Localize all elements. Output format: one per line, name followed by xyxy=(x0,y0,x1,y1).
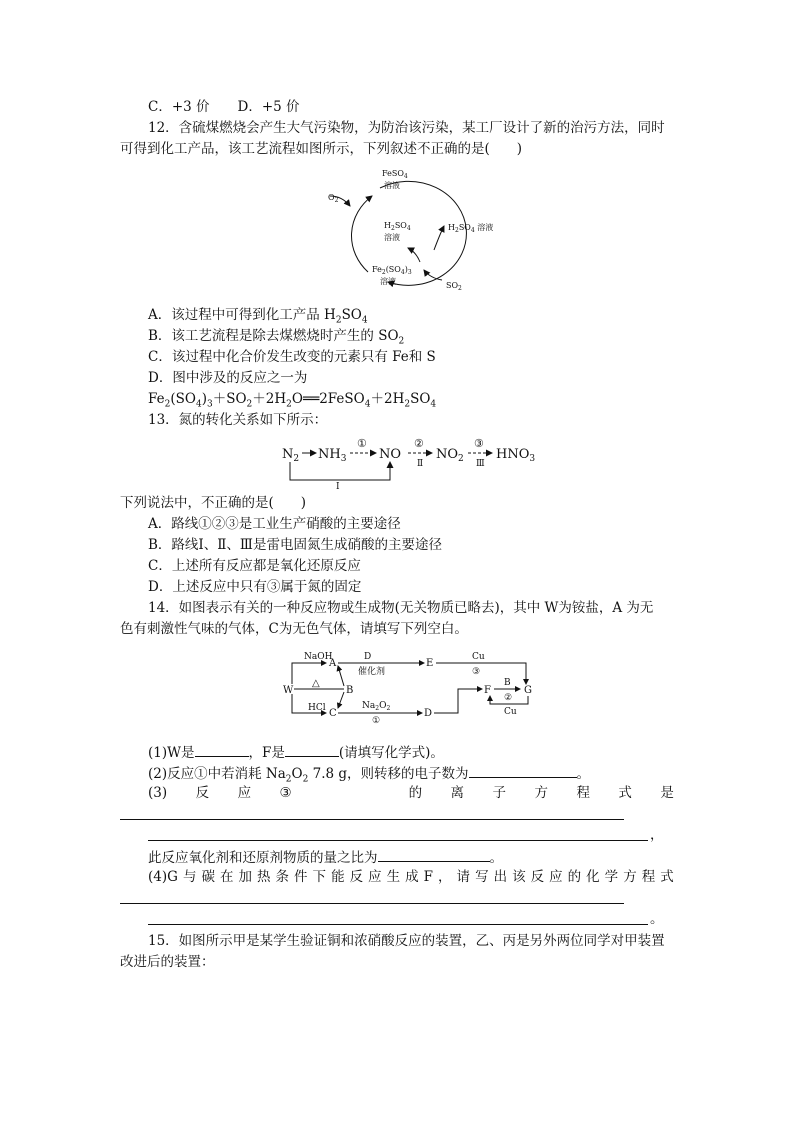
svg-text:D: D xyxy=(424,708,433,719)
svg-text:NO: NO xyxy=(379,447,402,462)
q14-d-f-line xyxy=(434,689,482,713)
q14-part-3-ratio: 此反应氧化剂和还原剂物质的量之比为 。 xyxy=(148,847,503,867)
q12-option-c: C．该过程中化合价发生改变的元素只有 Fe和 S xyxy=(148,349,436,365)
q14-part-1: (1)W是 ，F是 (请填写化学式)。 xyxy=(148,742,444,762)
q12-inner-arrow xyxy=(408,248,420,262)
q14-answer-line-4a[interactable] xyxy=(120,903,624,904)
q14-blank-f[interactable] xyxy=(285,742,339,757)
q14-reaction-figure xyxy=(282,646,544,726)
svg-text:②: ② xyxy=(414,437,424,450)
q11-option-d: D．+5 价 xyxy=(237,99,300,115)
q14-e-g-line xyxy=(436,663,526,684)
q13-question: 下列说法中，不正确的是( ) xyxy=(120,495,307,511)
q12-so2-arrow xyxy=(424,270,442,280)
svg-text:H2SO4: $H_2SO_4$ xyxy=(384,221,411,232)
q15-stem-line-2: 改进后的装置： xyxy=(120,954,215,970)
q13-option-c: C．上述所有反应都是氧化还原反应 xyxy=(148,558,361,574)
svg-text:W: W xyxy=(283,685,294,696)
svg-text:FeSO4: FeSO$_4$ xyxy=(382,169,408,180)
svg-text:③: ③ xyxy=(472,667,481,677)
q13-route-1-line xyxy=(290,462,390,480)
q12-h2so4-out-arrow xyxy=(434,226,444,250)
svg-text:NaOH: NaOH xyxy=(304,652,333,662)
q12-equation: $Fe_2(SO_4)_3+SO_2+2H_2O══2FeSO_4+2H_2SO_4$ xyxy=(148,391,437,410)
svg-text:D: D xyxy=(364,652,372,662)
svg-text:①: ① xyxy=(357,437,367,450)
svg-text:②: ② xyxy=(504,693,513,703)
q14-part-4-heading: (4)G 与 碳 在 加 热 条 件 下 能 反 应 生 成 F ， 请 写 出 该 反 应 的 化 学 方 程 式 xyxy=(148,869,674,885)
q12-bottom-solution: 溶液 xyxy=(380,277,396,286)
svg-text:HNO3: $HNO_3$ xyxy=(496,447,536,464)
q14-part-3-heading: (3) 反 应 ③ 的 离 子 方 程 式 是 xyxy=(148,785,674,801)
q14-part-3-comma: ， xyxy=(650,827,664,843)
q12-mid-solution: 溶液 xyxy=(384,233,400,242)
q14-part-2: (2)反应①中若消耗 $Na_2O_2$ 7.8 g，则转移的电子数为 。 xyxy=(148,763,590,789)
q12-stem-line-2: 可得到化工产品，该工艺流程如图所示，下列叙述不正确的是( ) xyxy=(120,141,523,157)
svg-text:N2: $N_2$ xyxy=(282,447,300,464)
svg-text:A: A xyxy=(329,658,337,669)
svg-text:NO2: $NO_2$ xyxy=(436,447,464,464)
q14-blank-electrons[interactable] xyxy=(469,763,577,778)
q14-blank-ratio[interactable] xyxy=(378,847,490,862)
q13-nitrogen-figure xyxy=(280,434,550,490)
svg-text:HCl: HCl xyxy=(308,703,326,713)
svg-text:B: B xyxy=(504,678,511,688)
svg-text:H2SO4 溶液: $H_2SO_4$ 溶液 xyxy=(448,223,494,234)
svg-text:Ⅱ: Ⅱ xyxy=(417,459,424,469)
q12-top-solution: 溶液 xyxy=(384,181,400,190)
svg-text:E: E xyxy=(426,658,434,669)
svg-text:Ⅰ: Ⅰ xyxy=(336,482,340,492)
q12-process-figure xyxy=(320,166,505,294)
q14-stem-line-1: 14．如图表示有关的一种反应物或生成物(无关物质已略去)，其中 W为铵盐，A 为无 xyxy=(148,600,654,616)
svg-text:Na2O2: $Na_2O_2$ xyxy=(362,701,391,712)
q12-cycle-arc-left xyxy=(351,196,372,272)
q12-option-b: B．该工艺流程是除去煤燃烧时产生的 $SO_2$ xyxy=(148,328,405,347)
q14-blank-w[interactable] xyxy=(195,742,249,757)
svg-text:Cu: Cu xyxy=(504,707,517,717)
q14-w-a-line xyxy=(292,663,326,684)
svg-text:③: ③ xyxy=(474,437,484,450)
svg-text:C: C xyxy=(329,708,337,719)
svg-text:Cu: Cu xyxy=(472,652,485,662)
svg-text:O2: $O_2$ xyxy=(328,193,339,204)
q14-answer-line-3b[interactable] xyxy=(148,840,648,841)
q14-answer-line-4b[interactable] xyxy=(148,924,648,925)
svg-text:SO2: $SO_2$ xyxy=(446,281,462,292)
q14-stem-line-2: 色有刺激性气味的气体，C为无色气体，请填写下列空白。 xyxy=(120,621,468,637)
q13-option-b: B．路线Ⅰ、Ⅱ、Ⅲ是雷电固氮生成硝酸的主要途径 xyxy=(148,537,442,553)
svg-text:△: △ xyxy=(312,678,320,689)
svg-text:①: ① xyxy=(372,716,381,726)
q12-stem-line-1: 12．含硫煤燃烧会产生大气污染物，为防治该污染，某工厂设计了新的治污方法，同时 xyxy=(148,120,665,136)
svg-text:Fe2(SO4)3: $Fe_2(SO_4)_3$ xyxy=(372,265,412,276)
q13-stem: 13．氮的转化关系如下所示： xyxy=(148,412,328,428)
svg-text:F: F xyxy=(484,685,491,696)
svg-text:Ⅲ: Ⅲ xyxy=(476,459,485,469)
q14-answer-line-3a[interactable] xyxy=(120,819,624,820)
q11-options xyxy=(148,98,300,116)
q15-stem-line-1: 15．如图所示甲是某学生验证铜和浓硝酸反应的装置，乙、丙是另外两位同学对甲装置 xyxy=(148,933,665,949)
svg-text:催化剂: 催化剂 xyxy=(358,667,386,677)
q13-option-a: A．路线①②③是工业生产硝酸的主要途径 xyxy=(148,516,401,532)
q12-option-d: D．图中涉及的反应之一为 xyxy=(148,370,308,386)
q11-option-c: C．+3 价 xyxy=(148,99,210,115)
q14-part-4-period: 。 xyxy=(650,911,664,927)
q13-option-d: D．上述反应中只有③属于氮的固定 xyxy=(148,579,362,595)
svg-text:NH3: $NH_3$ xyxy=(318,447,347,464)
svg-text:G: G xyxy=(524,685,532,696)
svg-text:B: B xyxy=(346,685,354,696)
q12-option-a: A．该过程中可得到化工产品 $H_2SO_4$ xyxy=(148,307,368,326)
